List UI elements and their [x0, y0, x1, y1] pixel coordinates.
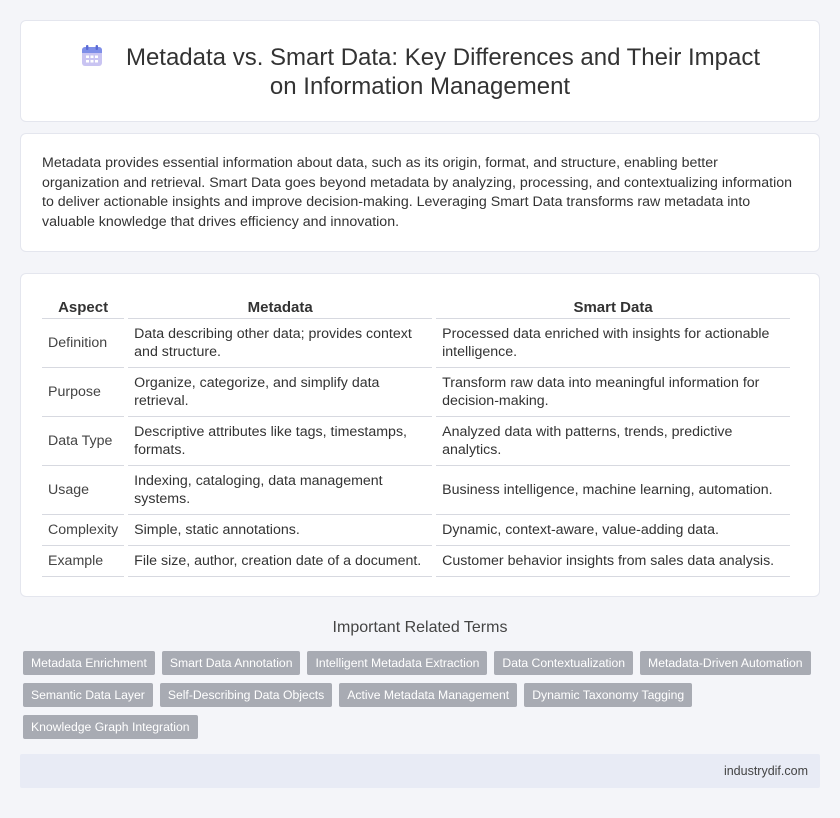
calendar-icon: [80, 44, 104, 68]
tag-self-describing-data-objects[interactable]: Self-Describing Data Objects: [160, 683, 332, 707]
smart-data-cell: Transform raw data into meaningful information for decision-making.: [436, 368, 790, 417]
tag-dynamic-taxonomy-tagging[interactable]: Dynamic Taxonomy Tagging: [524, 683, 692, 707]
metadata-cell: Simple, static annotations.: [128, 515, 432, 546]
tag-smart-data-annotation[interactable]: Smart Data Annotation: [162, 651, 301, 675]
aspect-cell: Definition: [42, 319, 124, 368]
smart-data-cell: Processed data enriched with insights for actionable intelligence.: [436, 319, 790, 368]
metadata-cell: Organize, categorize, and simplify data retrieval.: [128, 368, 432, 417]
intro-card: [20, 133, 820, 252]
related-terms-title: Important Related Terms: [332, 619, 508, 636]
table-row: [42, 466, 790, 515]
aspect-cell: Purpose: [42, 368, 124, 417]
aspect-cell: Complexity: [42, 515, 124, 546]
aspect-cell: Usage: [42, 466, 124, 515]
header-card: [20, 20, 820, 122]
header-smart-data: Smart Data: [436, 296, 790, 319]
aspect-cell: Data Type: [42, 417, 124, 466]
header-metadata: Metadata: [128, 296, 432, 319]
footer-site-link[interactable]: industrydif.com: [723, 764, 808, 778]
tag-row: [23, 651, 823, 675]
tag-data-contextualization[interactable]: Data Contextualization: [494, 651, 633, 675]
tag-metadata-enrichment[interactable]: Metadata Enrichment: [23, 651, 155, 675]
title-wrap: [21, 43, 819, 101]
tag-knowledge-graph-integration[interactable]: Knowledge Graph Integration: [23, 715, 198, 739]
table-row: [42, 546, 790, 577]
tag-row: [23, 683, 823, 707]
tag-metadata-driven-automation[interactable]: Metadata-Driven Automation: [640, 651, 810, 675]
page-title-text: Metadata vs. Smart Data: Key Differences and Their Impact on Information Management: [125, 44, 761, 100]
comparison-table: [38, 296, 794, 577]
tag-active-metadata-management[interactable]: Active Metadata Management: [339, 683, 517, 707]
smart-data-cell: Analyzed data with patterns, trends, predictive analytics.: [436, 417, 790, 466]
intro-text: Metadata provides essential information about data, such as its origin, format, and structure, enabling better organization and retrieval. Smart Data goes beyond metadata by analyzing, processing, and contextualizing information to deliver actionable insights and improve decision-making. Leveraging Smart Data transforms raw metadata into valuable knowledge that drives efficiency and innovation.: [42, 155, 793, 230]
table-row: [42, 368, 790, 417]
table-row: [42, 417, 790, 466]
smart-data-cell: Business intelligence, machine learning, automation.: [436, 466, 790, 515]
metadata-cell: Data describing other data; provides context and structure.: [128, 319, 432, 368]
metadata-cell: Descriptive attributes like tags, timestamps, formats.: [128, 417, 432, 466]
table-header-row: [42, 296, 790, 319]
footer: [20, 754, 820, 788]
header-aspect: Aspect: [42, 296, 124, 319]
page-title: [70, 43, 770, 101]
tag-row: [23, 715, 823, 739]
tag-intelligent-metadata-extraction[interactable]: Intelligent Metadata Extraction: [307, 651, 487, 675]
metadata-cell: Indexing, cataloging, data management systems.: [128, 466, 432, 515]
comparison-table-card: [20, 273, 820, 597]
tag-semantic-data-layer[interactable]: Semantic Data Layer: [23, 683, 153, 707]
smart-data-cell: Dynamic, context-aware, value-adding data.: [436, 515, 790, 546]
metadata-cell: File size, author, creation date of a document.: [128, 546, 432, 577]
aspect-cell: Example: [42, 546, 124, 577]
smart-data-cell: Customer behavior insights from sales data analysis.: [436, 546, 790, 577]
related-terms-tags: [23, 651, 823, 747]
table-row: [42, 515, 790, 546]
table-row: [42, 319, 790, 368]
